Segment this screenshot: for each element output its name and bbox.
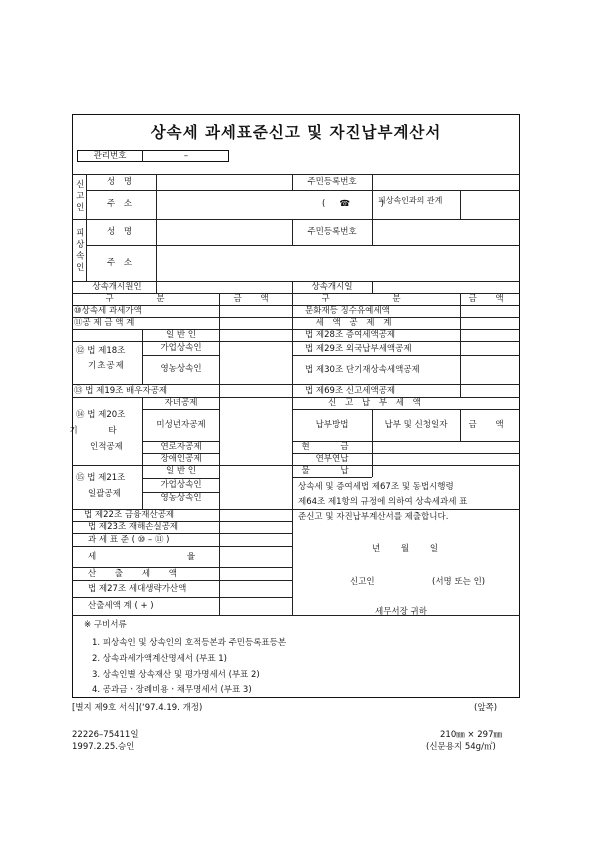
child-deduction: 자녀공제 bbox=[164, 397, 198, 408]
row-deduction-total: ⑪공 제 금 액 계 bbox=[74, 317, 135, 328]
lump-deduction-label: 일괄공제 bbox=[88, 488, 121, 499]
basic-family-business: 가업상속인 bbox=[160, 342, 202, 353]
declaration-line-3: 준신고 및 자진납부계산서를 제출합니다. bbox=[298, 511, 449, 522]
payment-amount-label: 금 액 bbox=[468, 419, 512, 430]
phone-label: (☎ ) bbox=[322, 198, 398, 209]
row-short-term-credit: 법 제30조 단기재상속세액공제 bbox=[305, 364, 420, 375]
in-kind-label: 물 납 bbox=[301, 465, 363, 476]
minor-deduction: 미성년자공제 bbox=[156, 419, 206, 430]
reporter-resident-no-label: 주민등록번호 bbox=[307, 176, 357, 187]
disabled-deduction: 장애인공제 bbox=[160, 453, 202, 464]
decedent-name-label: 성 명 bbox=[106, 226, 136, 237]
calculated-tax: 산 출 세 액 bbox=[88, 568, 185, 579]
row-filing-credit: 법 제69조 신고세액공제 bbox=[305, 385, 396, 396]
page-title: 상속세 과세표준신고 및 자진납부계산서 bbox=[150, 123, 442, 142]
date-line[interactable]: 년 월 일 bbox=[372, 543, 439, 554]
basic-farming: 영농상속인 bbox=[160, 363, 202, 374]
inheritance-date-label: 상속개시일 bbox=[311, 281, 353, 292]
reporter-address-label: 주 소 bbox=[106, 198, 136, 209]
row-gift-tax-credit: 법 제28조 증여세액공제 bbox=[305, 329, 396, 340]
declaration-line-1: 상속세 및 증여세법 제67조 및 동법시행령 bbox=[298, 481, 454, 492]
form-number: [별지 제9호 서식](‘97.4.19. 개정) bbox=[72, 702, 203, 713]
reporter-side-label: 신고인 bbox=[74, 179, 85, 215]
attachment-1: 1. 피상속인 및 상속인의 호적등본과 주민등록표등본 bbox=[92, 637, 287, 648]
lump-family-business: 가업상속인 bbox=[160, 479, 202, 490]
right-amount-header: 금 액 bbox=[468, 293, 512, 304]
installment-label: 연부연납 bbox=[315, 453, 349, 464]
right-item-header: 구 분 bbox=[321, 293, 431, 304]
management-number-value[interactable]: – bbox=[183, 150, 189, 161]
attachment-2: 2. 상속과세가액계산명세서 (부표 1) bbox=[92, 653, 228, 664]
signature-area[interactable]: (서명 또는 인) bbox=[432, 576, 486, 587]
disaster-loss-deduction: 법 제23조 재해손실공제 bbox=[88, 521, 179, 532]
lump-general: 일 반 인 bbox=[165, 465, 197, 476]
signer-label: 신고인 bbox=[350, 576, 375, 587]
left-amount-header: 금 액 bbox=[233, 293, 277, 304]
elderly-deduction: 연로자공제 bbox=[160, 441, 202, 452]
attachment-3: 3. 상속인별 상속재산 및 평가명세서 (부표 2) bbox=[92, 669, 260, 680]
other-deduction-label-1: 기 타 bbox=[69, 425, 131, 436]
row-tax-credit-total: 세 액 공 제 계 bbox=[315, 317, 395, 328]
tax-rate: 세 율 bbox=[88, 551, 240, 562]
approval-date: 1997.2.25.승인 bbox=[72, 741, 135, 752]
reporter-name-label: 성 명 bbox=[106, 176, 136, 187]
row-cultural-deferral: 문화재등 징수유예세액 bbox=[305, 305, 390, 316]
spouse-deduction: ⑬ 법 제19조 배우자공제 bbox=[74, 385, 168, 396]
relation-label: 피상속인과의 관계 bbox=[378, 195, 443, 205]
lump-deduction-article: ⑮ 법 제21조 bbox=[76, 472, 126, 483]
self-payment-tax: 신 고 납 부 세 액 bbox=[328, 397, 424, 408]
basic-deduction-label: 기초공제 bbox=[88, 360, 125, 371]
row-taxable-value: ⑩상속세 과세가액 bbox=[74, 305, 142, 316]
basic-deduction-article: ⑫ 법 제18조 bbox=[76, 345, 126, 356]
declaration-line-2: 제64조 제1항의 규정에 의하여 상속세과세 표 bbox=[298, 496, 468, 507]
form-code: 22226–75411일 bbox=[72, 729, 139, 740]
inheritance-cause-label: 상속개시원인 bbox=[92, 281, 142, 292]
generation-skip-surcharge: 법 제27조 세대생략가산액 bbox=[88, 583, 187, 594]
attachment-4: 4. 공과금ㆍ장례비용ㆍ채무명세서 (부표 3) bbox=[92, 684, 252, 695]
other-deduction-label-2: 인적공제 bbox=[90, 441, 123, 452]
decedent-side-label: 피상속인 bbox=[74, 228, 85, 274]
decedent-resident-no-label: 주민등록번호 bbox=[307, 226, 357, 237]
basic-general: 일 반 인 bbox=[165, 329, 197, 340]
attachments-title: ※ 구비서류 bbox=[84, 619, 127, 630]
calculated-tax-total: 산출세액 계 ( + ) bbox=[88, 600, 154, 611]
payment-method-label: 납부방법 bbox=[315, 419, 349, 430]
cash-label: 현 금 bbox=[301, 441, 363, 452]
paper-size: 210㎜ × 297㎜ bbox=[440, 729, 502, 740]
financial-asset-deduction: 법 제22조 금융재산공제 bbox=[84, 509, 175, 520]
left-item-header: 구 분 bbox=[105, 293, 185, 304]
lump-farming: 영농상속인 bbox=[160, 492, 202, 503]
paper-type: (신문용지 54g/㎡) bbox=[426, 741, 496, 752]
tax-base: 과 세 표 준 ( ⑩ – ⑪ ) bbox=[88, 534, 170, 545]
decedent-address-label: 주 소 bbox=[106, 257, 136, 268]
other-deduction-article: ⑭ 법 제20조 bbox=[76, 409, 126, 420]
front-side-label: (앞쪽) bbox=[474, 702, 498, 713]
payment-date-label: 납부 및 신청일자 bbox=[384, 419, 448, 430]
addressee: 세무서장 귀하 bbox=[375, 606, 427, 617]
management-number-label: 관리번호 bbox=[93, 150, 127, 161]
row-foreign-tax-credit: 법 제29조 외국납부세액공제 bbox=[305, 343, 412, 354]
